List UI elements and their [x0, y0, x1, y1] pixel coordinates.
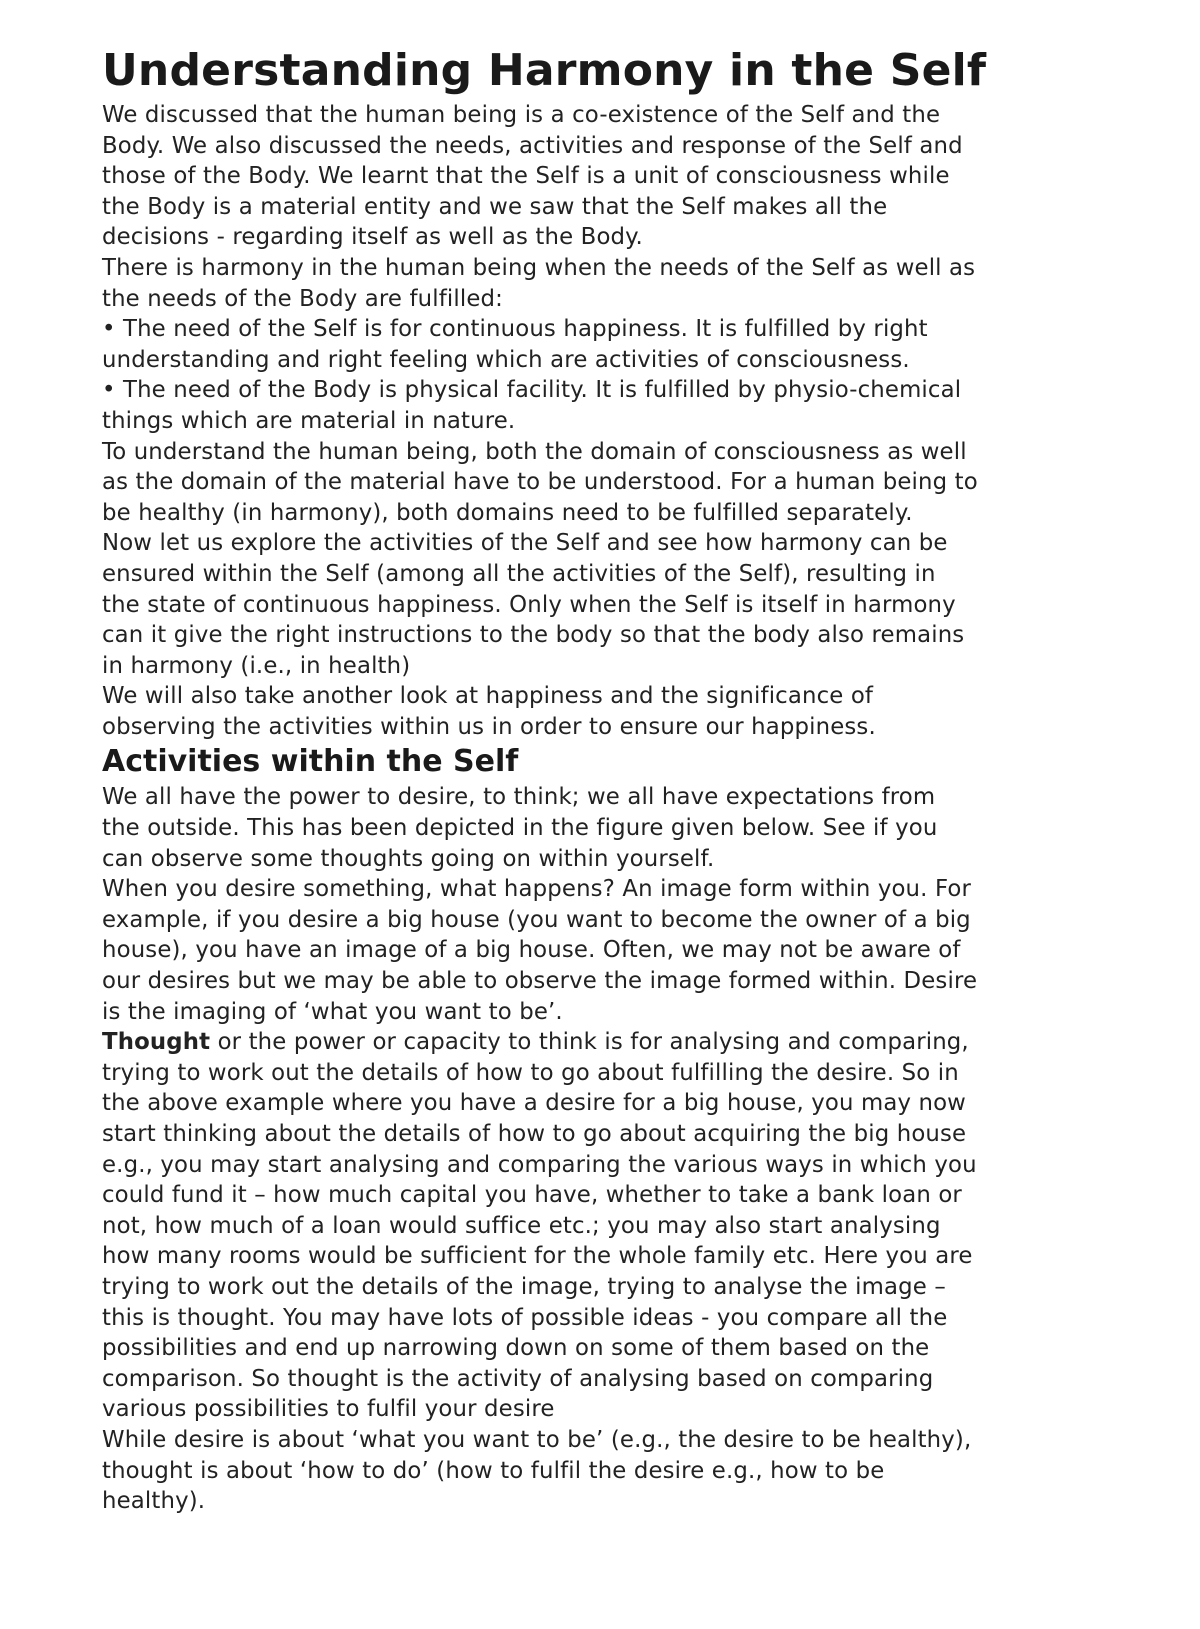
text-line: There is harmony in the human being when the needs of the Self as well as [102, 254, 976, 281]
text-line: While desire is about ‘what you want to be’ (e.g., the desire to be healthy), [102, 1426, 972, 1453]
bullet-self-need [102, 314, 1102, 375]
text-line: observing the activities within us in order to ensure our happiness. [102, 713, 876, 740]
text-line: various possibilities to fulfil your desire [102, 1396, 555, 1423]
text-line: We discussed that the human being is a co-existence of the Self and the [102, 102, 941, 128]
bullet-body-need [102, 375, 1102, 436]
text-line: can it give the right instructions to the body so that the body also remains [102, 622, 965, 649]
section-heading: Activities within the Self [102, 744, 519, 780]
text-line: To understand the human being, both the domain of consciousness as well [102, 438, 967, 465]
text-line: ensured within the Self (among all the activities of the Self), resulting in [102, 560, 936, 587]
text-line: could fund it – how much capital you have, whether to take a bank loan or [102, 1182, 962, 1209]
domains-paragraph [102, 437, 1102, 529]
text-line: start thinking about the details of how to go about acquiring the big house [102, 1121, 967, 1147]
text-line: the above example where you have a desire for a big house, you may now [102, 1090, 966, 1117]
text-line: trying to work out the details of the image, trying to analyse the image – [102, 1273, 946, 1300]
text-fragment: or the power or capacity to think is for analysing and comparing, [210, 1029, 969, 1056]
document-page [102, 42, 1102, 1517]
intro-paragraph [102, 100, 1102, 253]
text-line: thought is about ‘how to do’ (how to fulfil the desire e.g., how to be [102, 1457, 885, 1484]
thought-term: Thought [102, 1029, 211, 1056]
desire-paragraph [102, 874, 1102, 1027]
text-line: the outside. This has been depicted in the figure given below. See if you [102, 815, 938, 842]
text-line: this is thought. You may have lots of possible ideas - you compare all the [102, 1304, 948, 1331]
text-line: the needs of the Body are fulfilled: [102, 285, 503, 312]
thought-paragraph [102, 1027, 1102, 1425]
text-line: things which are material in nature. [102, 407, 516, 434]
text-line [102, 1027, 1102, 1058]
text-line: can observe some thoughts going on within yourself. [102, 845, 715, 872]
text-line: e.g., you may start analysing and comparing the various ways in which you [102, 1151, 977, 1178]
explore-paragraph [102, 528, 1102, 681]
text-line: the Body is a material entity and we saw that the Self makes all the [102, 193, 888, 220]
text-line: Now let us explore the activities of the Self and see how harmony can be [102, 530, 948, 557]
text-line: We all have the power to desire, to think; we all have expectations from [102, 784, 936, 811]
text-line: When you desire something, what happens? An image form within you. For [102, 876, 972, 903]
text-line: Body. We also discussed the needs, activities and response of the Self and [102, 132, 963, 159]
text-line: our desires but we may be able to observe the image formed within. Desire [102, 968, 978, 995]
text-line: not, how much of a loan would suffice etc.; you may also start analysing [102, 1212, 941, 1239]
text-line: how many rooms would be sufficient for the whole family etc. Here you are [102, 1243, 973, 1270]
text-line: trying to work out the details of how to go about fulfilling the desire. So in [102, 1059, 959, 1086]
powers-paragraph [102, 782, 1102, 874]
text-line: the state of continuous happiness. Only when the Self is itself in harmony [102, 591, 956, 618]
text-line: • The need of the Self is for continuous happiness. It is fulfilled by right [102, 316, 928, 343]
text-line: be healthy (in harmony), both domains need to be fulfilled separately. [102, 499, 913, 526]
text-line: • The need of the Body is physical facility. It is fulfilled by physio-chemical [102, 377, 962, 404]
harmony-paragraph [102, 253, 1102, 314]
text-line: is the imaging of ‘what you want to be’. [102, 998, 563, 1025]
text-line: understanding and right feeling which are activities of consciousness. [102, 346, 910, 373]
text-line: house), you have an image of a big house. Often, we may not be aware of [102, 937, 961, 964]
desire-vs-thought-paragraph [102, 1425, 1102, 1517]
text-line: We will also take another look at happiness and the significance of [102, 683, 874, 710]
happiness-paragraph [102, 681, 1102, 742]
text-line: example, if you desire a big house (you want to become the owner of a big [102, 906, 971, 933]
text-line: healthy). [102, 1488, 206, 1515]
text-line: as the domain of the material have to be understood. For a human being to [102, 469, 978, 496]
page-title: Understanding Harmony in the Self [102, 45, 987, 96]
text-line: decisions - regarding itself as well as the Body. [102, 224, 643, 251]
text-line: possibilities and end up narrowing down on some of them based on the [102, 1335, 930, 1362]
text-line: those of the Body. We learnt that the Self is a unit of consciousness while [102, 163, 950, 190]
text-line: in harmony (i.e., in health) [102, 652, 411, 679]
text-line: comparison. So thought is the activity of analysing based on comparing [102, 1365, 934, 1392]
